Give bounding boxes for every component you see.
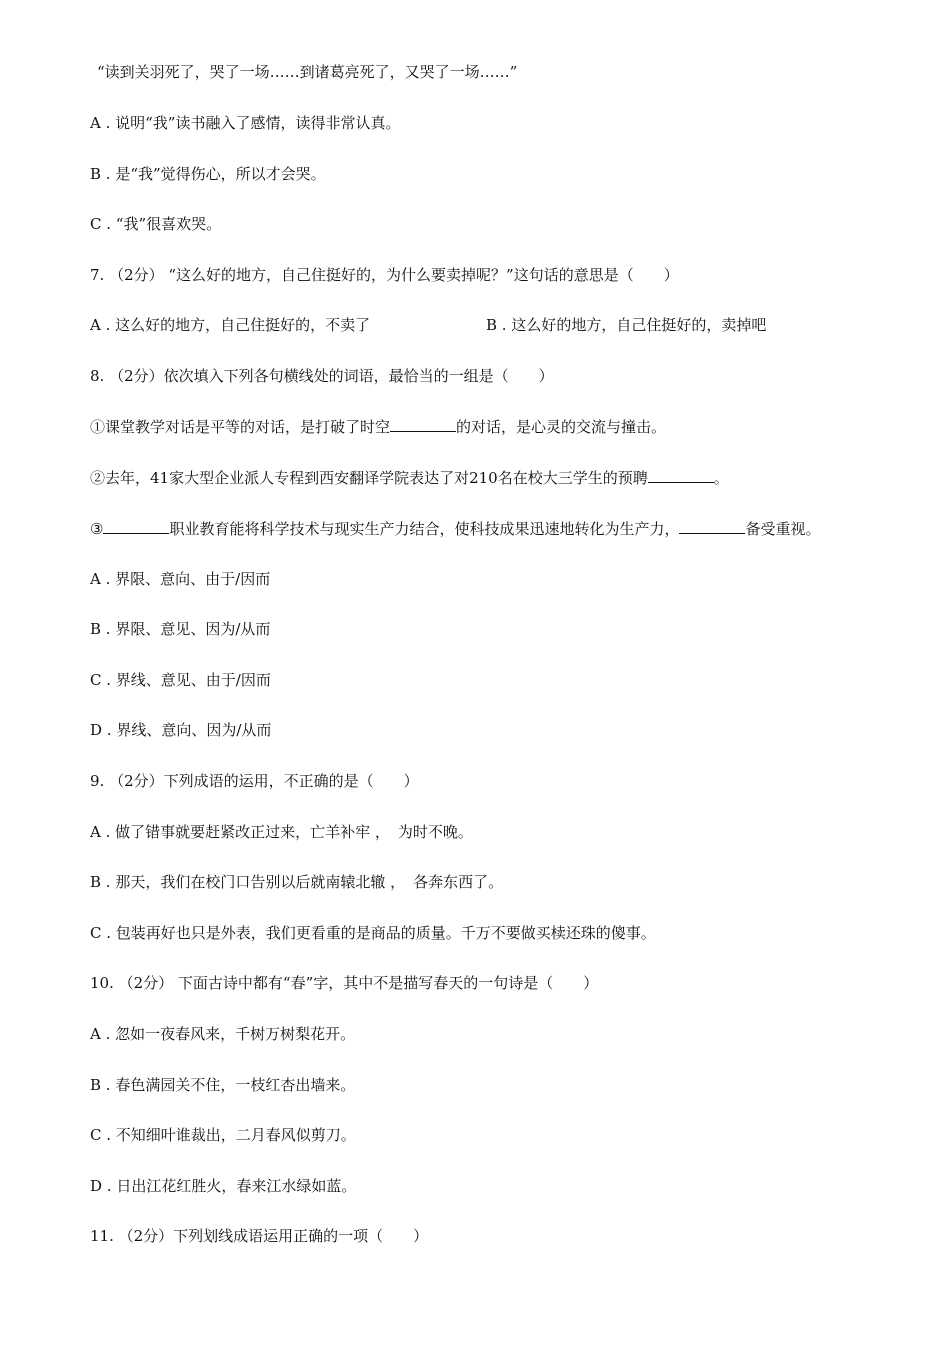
q10-option-b: B . 春色满园关不住，一枝红杏出墙来。	[90, 1076, 356, 1094]
q8-question: 8. （2分）依次填入下列各句横线处的词语，最恰当的一组是（ ）	[90, 367, 554, 385]
q7-question: 7. （2分） “这么好的地方，自己住挺好的，为什么要卖掉呢？”这句话的意思是（ ）	[90, 266, 679, 284]
q7-option-b: B . 这么好的地方，自己住挺好的，卖掉吧	[486, 316, 767, 334]
intro-quote: “读到关羽死了，哭了一场……到诸葛亮死了，又哭了一场……”	[97, 63, 518, 81]
q8-sentence-3-before: ③	[90, 520, 104, 538]
q7-option-a: A . 这么好的地方，自己住挺好的，不卖了	[90, 316, 371, 334]
q8-sentence-3-after: 备受重视。	[745, 520, 821, 538]
q9-option-a-before: A . 做了错事就要赶紧改正过来，亡羊补牢 ，	[90, 823, 390, 841]
q10-option-a: A . 忽如一夜春风来，千树万树梨花开。	[90, 1025, 356, 1043]
q11-question: 11. （2分）下列划线成语运用正确的一项（ ）	[90, 1227, 429, 1245]
q9-option-a	[90, 821, 473, 843]
q8-option-d: D . 界线、意向、因为/从而	[90, 721, 272, 739]
q6-option-c: C . “我”很喜欢哭。	[90, 215, 222, 233]
q8-sentence-3-middle: 职业教育能将科学技术与现实生产力结合，使科技成果迅速地转化为生产力，	[169, 520, 680, 538]
q10-option-d: D . 日出江花红胜火，春来江水绿如蓝。	[90, 1177, 357, 1195]
q8-option-a: A . 界限、意向、由于/因而	[90, 570, 271, 588]
q8-sentence-2-before: ②去年，41家大型企业派人专程到西安翻译学院表达了对210名在校大三学生的预聘	[90, 469, 648, 487]
q9-option-c: C . 包装再好也只是外表，我们更看重的是商品的质量。千万不要做买椟还珠的傻事。	[90, 924, 656, 942]
q8-option-b: B . 界限、意见、因为/从而	[90, 620, 271, 638]
q9-option-b-after: 各奔东西了。	[413, 873, 504, 891]
q8-sentence-3	[90, 517, 820, 540]
q9-option-b-before: B . 那天，我们在校门口告别以后就南辕北辙 ，	[90, 873, 406, 891]
q9-option-a-after: 为时不晚。	[397, 823, 473, 841]
q10-question: 10. （2分） 下面古诗中都有“春”字，其中不是描写春天的一句诗是（ ）	[90, 974, 599, 992]
q6-option-a: A . 说明“我”读书融入了感情，读得非常认真。	[90, 114, 401, 132]
fill-blank-3	[103, 517, 169, 534]
q9-question: 9. （2分）下列成语的运用，不正确的是（ ）	[90, 772, 419, 790]
q10-option-c: C . 不知细叶谁裁出，二月春风似剪刀。	[90, 1126, 356, 1144]
q6-option-b: B . 是“我”觉得伤心，所以才会哭。	[90, 165, 326, 183]
q8-sentence-1-after: 的对话，是心灵的交流与撞击。	[456, 418, 667, 436]
q8-sentence-1-before: ①课堂教学对话是平等的对话，是打破了时空	[90, 418, 391, 436]
q8-sentence-2-after: 。	[713, 469, 729, 487]
q7-options-row	[90, 314, 850, 336]
fill-blank-4	[679, 517, 745, 534]
q8-option-c: C . 界线、意见、由于/因而	[90, 671, 271, 689]
q8-sentence-2	[90, 466, 729, 489]
fill-blank-2	[648, 466, 714, 483]
q8-sentence-1	[90, 415, 666, 438]
fill-blank-1	[390, 415, 456, 432]
q9-option-b	[90, 871, 503, 893]
